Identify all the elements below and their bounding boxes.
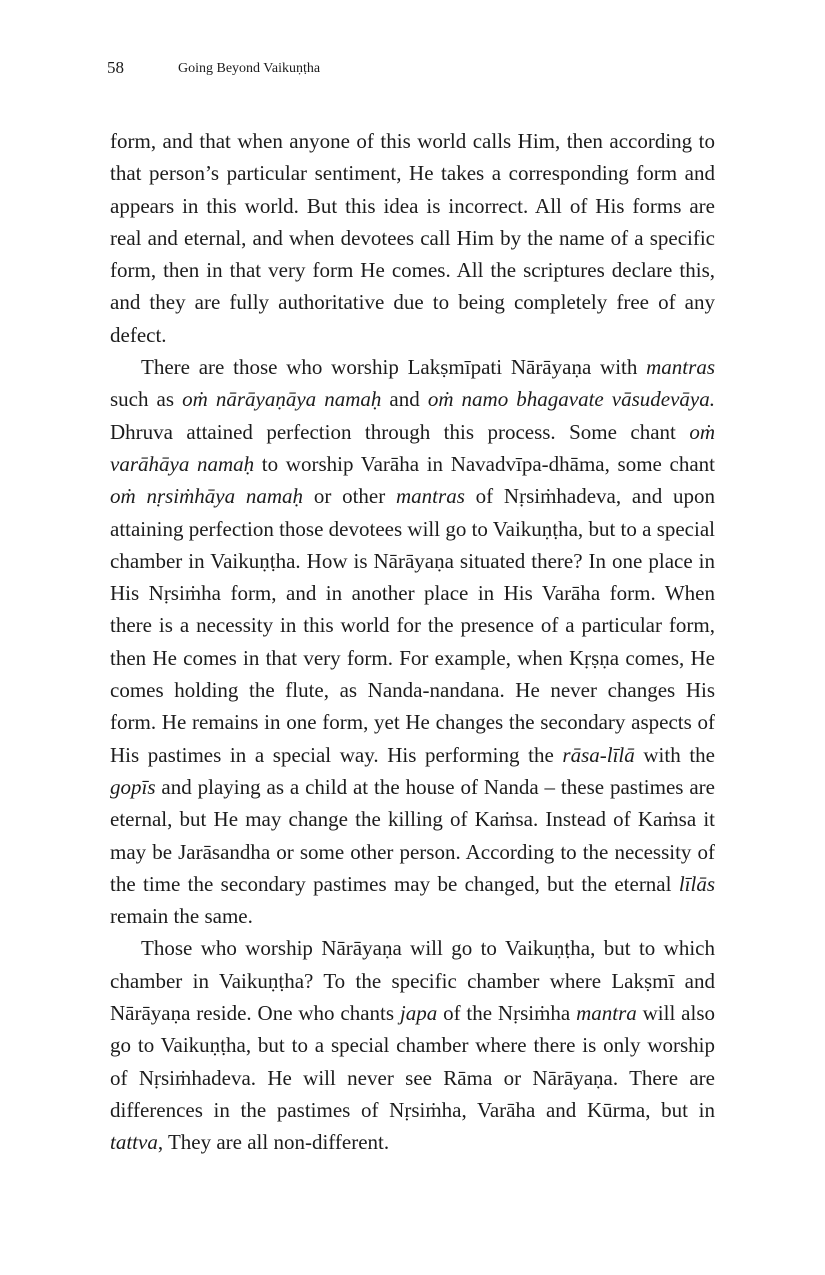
italic-term: japa: [399, 1001, 438, 1026]
italic-term: mantra: [576, 1001, 637, 1026]
text-run: to worship Varāha in Navadvīpa-dhāma, some chant: [254, 451, 715, 476]
body-paragraph: [110, 932, 715, 1158]
running-title: Going Beyond Vaikuṇṭha: [178, 61, 321, 76]
italic-term: oṁ namo bhagavate vāsudevāya.: [427, 387, 715, 412]
page-number: 58: [107, 58, 124, 77]
text-run: or other: [303, 484, 397, 509]
text-run: with the: [634, 742, 715, 767]
text-run: Dhruva attained perfection through this process. Some chant: [110, 419, 690, 444]
text-run: and playing as a child at the house of Nanda – these pastimes are eternal, but He may change the killing of Kaṁsa. Instead of Kaṁsa it may be Jarāsandha or some other person. According to the necessity of the time the secondary pastimes may be changed, but the eternal: [110, 774, 715, 896]
text-run: will also go to Vaikuṇṭha, but to a special chamber where there is only worship of Nṛsiṁhadeva. He will never see Rāma or Nārāyaṇa. There are differences in the pastimes of Nṛsiṁha, Varāha and Kūrma, but in: [110, 1001, 715, 1122]
italic-term: mantras: [396, 484, 465, 509]
text-run: , They are all non-different.: [157, 1130, 390, 1155]
page-header: [107, 58, 719, 82]
italic-term: tattva: [110, 1130, 158, 1155]
page-body: [110, 125, 715, 1159]
italic-term: oṁ nṛsiṁhāya namaḥ: [110, 484, 304, 509]
text-run: remain the same.: [110, 904, 253, 929]
text-run: of the Nṛsiṁha: [437, 1001, 577, 1026]
italic-term: oṁ nārāyaṇāya namaḥ: [182, 387, 382, 412]
italic-term: gopīs: [110, 774, 156, 799]
italic-term: līlās: [678, 871, 715, 896]
italic-term: rāsa-līlā: [562, 742, 635, 767]
text-run: form, and that when anyone of this world calls Him, then according to that person’s particular sentiment, He takes a corresponding form and appears in this world. But this idea is incorrect. All of His forms are real and eternal, and when devotees call Him by the name of a specific form, then in that very form He comes. All the scriptures declare this, and they are fully authoritative due to being completely free of any defect.: [110, 129, 715, 347]
text-run: and: [381, 387, 428, 412]
text-run: There are those who worship Lakṣmīpati Nārāyaṇa with: [141, 355, 647, 380]
text-run: Those who worship Nārāyaṇa will go to Vaikuṇṭha, but to which chamber in Vaikuṇṭha? To the specific chamber where Lakṣmī and Nārāyaṇa reside. One who chants: [110, 936, 715, 1026]
italic-term: oṁ varāhāya namaḥ: [110, 419, 715, 476]
text-run: of Nṛsiṁhadeva, and upon attaining perfection those devotees will go to Vaikuṇṭha, but to a special chamber in Vaikuṇṭha. How is Nārāyaṇa situated there? In one place in His Nṛsiṁha form, and in another place in His Varāha form. When there is a necessity in this world for the presence of a particular form, then He comes in that very form. For example, when Kṛṣṇa comes, He comes holding the flute, as Nanda-nandana. He never changes His form. He remains in one form, yet He changes the secondary aspects of His pastimes in a special way. His performing the: [110, 484, 715, 767]
body-paragraph: [110, 351, 715, 932]
italic-term: mantras: [646, 355, 715, 380]
text-run: such as: [110, 387, 183, 412]
body-paragraph: [110, 125, 715, 351]
